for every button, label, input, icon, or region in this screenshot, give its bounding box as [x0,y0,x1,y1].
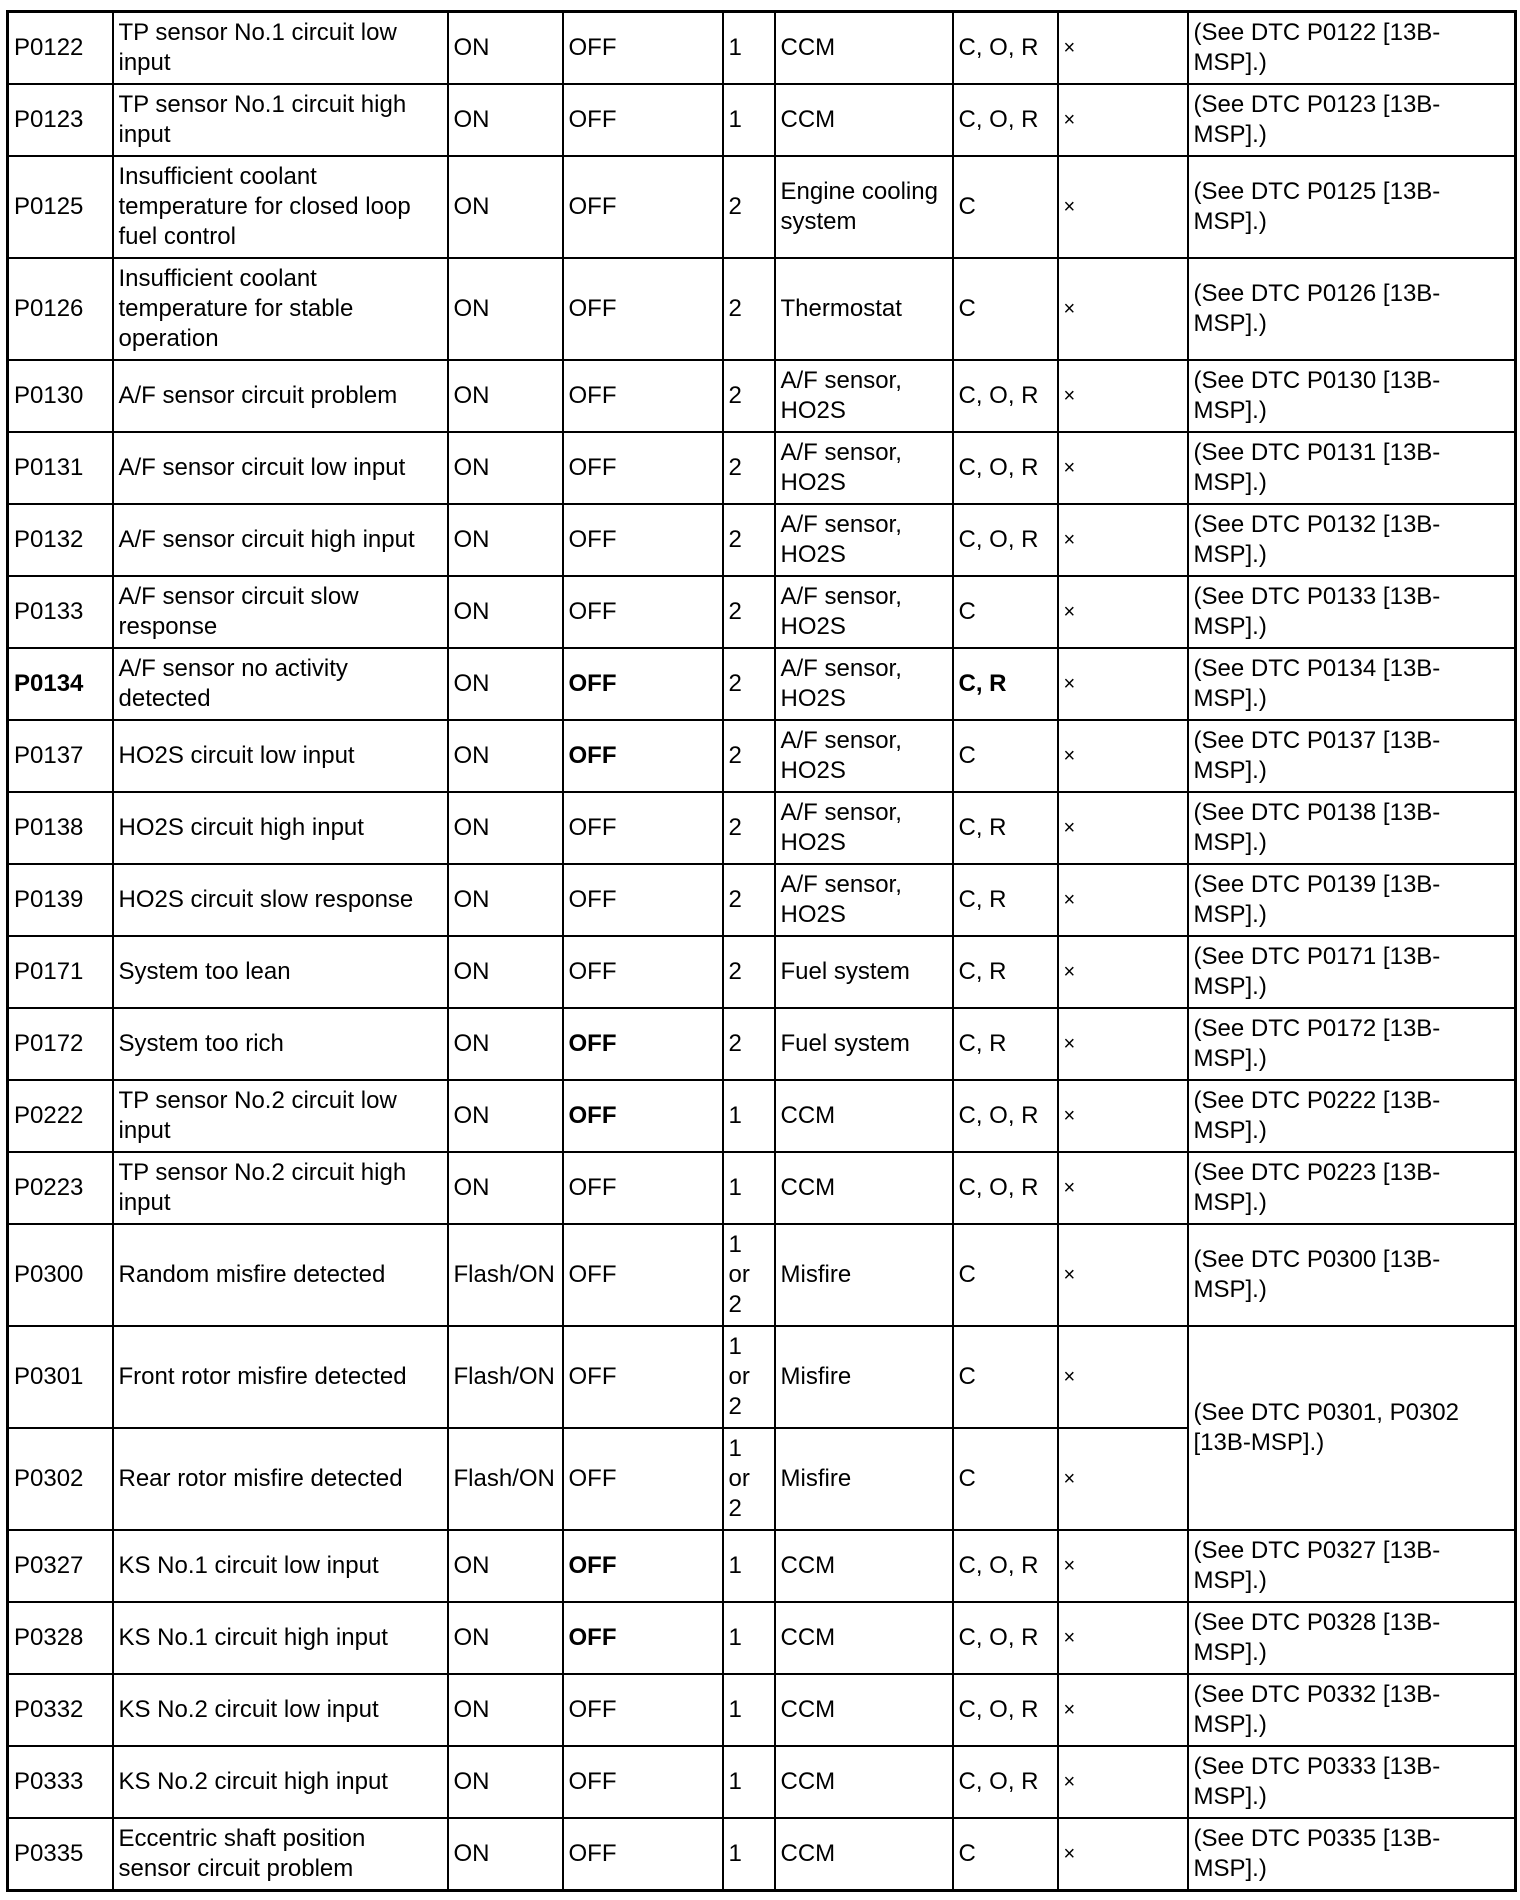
cell-monitor: A/F sensor, HO2S [775,360,953,432]
cell-reference: (See DTC P0126 [13B-MSP].) [1188,258,1516,360]
cell-self-test: × [1058,576,1188,648]
cell-condition: KS No.2 circuit high input [113,1746,448,1818]
cell-mil: ON [448,1008,563,1080]
cell-memory: C, O, R [953,84,1058,156]
cell-memory: C, R [953,864,1058,936]
cell-monitor: Thermostat [775,258,953,360]
cell-memory: C, R [953,648,1058,720]
cell-memory: C [953,576,1058,648]
cell-code: P0172 [8,1008,113,1080]
cell-condition: HO2S circuit high input [113,792,448,864]
cell-trip: 2 [723,792,775,864]
cell-self-test: × [1058,1530,1188,1602]
cell-code: P0125 [8,156,113,258]
cell-monitor: A/F sensor, HO2S [775,792,953,864]
cell-monitor: Misfire [775,1224,953,1326]
table-row [8,1746,1516,1818]
cell-condition: Rear rotor misfire detected [113,1428,448,1530]
cell-gen: OFF [563,576,723,648]
table-row [8,432,1516,504]
cell-self-test: × [1058,1674,1188,1746]
cell-gen: OFF [563,84,723,156]
cell-code: P0328 [8,1602,113,1674]
cell-mil: ON [448,84,563,156]
table-row [8,720,1516,792]
cell-reference: (See DTC P0300 [13B-MSP].) [1188,1224,1516,1326]
cell-trip: 2 [723,156,775,258]
cell-memory: C [953,1224,1058,1326]
cell-mil: ON [448,1080,563,1152]
cell-memory: C, O, R [953,1674,1058,1746]
cell-code: P0332 [8,1674,113,1746]
table-row [8,936,1516,1008]
cell-monitor: CCM [775,12,953,84]
cell-mil: ON [448,156,563,258]
cell-self-test: × [1058,84,1188,156]
cell-trip: 2 [723,936,775,1008]
table-row [8,258,1516,360]
cell-monitor: Misfire [775,1428,953,1530]
cell-self-test: × [1058,864,1188,936]
cell-condition: Front rotor misfire detected [113,1326,448,1428]
cell-monitor: A/F sensor, HO2S [775,864,953,936]
cell-trip: 1 or 2 [723,1428,775,1530]
cell-reference: (See DTC P0333 [13B-MSP].) [1188,1746,1516,1818]
cell-mil: ON [448,1818,563,1890]
cell-mil: ON [448,12,563,84]
cell-gen: OFF [563,1326,723,1428]
cell-trip: 2 [723,648,775,720]
cell-memory: C, R [953,792,1058,864]
cell-self-test: × [1058,720,1188,792]
cell-code: P0137 [8,720,113,792]
cell-reference: (See DTC P0301, P0302 [13B-MSP].) [1188,1326,1516,1530]
cell-reference: (See DTC P0327 [13B-MSP].) [1188,1530,1516,1602]
cell-trip: 2 [723,576,775,648]
cell-reference: (See DTC P0223 [13B-MSP].) [1188,1152,1516,1224]
table-row [8,1326,1516,1428]
cell-condition: Random misfire detected [113,1224,448,1326]
cell-mil: ON [448,576,563,648]
cell-self-test: × [1058,936,1188,1008]
cell-reference: (See DTC P0222 [13B-MSP].) [1188,1080,1516,1152]
cell-reference: (See DTC P0125 [13B-MSP].) [1188,156,1516,258]
cell-code: P0134 [8,648,113,720]
cell-mil: ON [448,720,563,792]
cell-memory: C [953,156,1058,258]
table-row [8,360,1516,432]
cell-mil: ON [448,936,563,1008]
table-row [8,504,1516,576]
cell-monitor: CCM [775,1746,953,1818]
cell-code: P0222 [8,1080,113,1152]
cell-self-test: × [1058,648,1188,720]
table-row [8,1080,1516,1152]
cell-trip: 2 [723,258,775,360]
cell-self-test: × [1058,504,1188,576]
cell-monitor: A/F sensor, HO2S [775,504,953,576]
cell-trip: 2 [723,1008,775,1080]
cell-reference: (See DTC P0134 [13B-MSP].) [1188,648,1516,720]
cell-trip: 1 [723,1818,775,1890]
cell-mil: ON [448,1530,563,1602]
cell-self-test: × [1058,1224,1188,1326]
cell-mil: ON [448,864,563,936]
cell-condition: Insufficient coolant temperature for closed loop fuel control [113,156,448,258]
cell-condition: A/F sensor no activity detected [113,648,448,720]
cell-memory: C, O, R [953,432,1058,504]
cell-reference: (See DTC P0139 [13B-MSP].) [1188,864,1516,936]
cell-memory: C [953,258,1058,360]
cell-monitor: A/F sensor, HO2S [775,720,953,792]
cell-code: P0333 [8,1746,113,1818]
cell-monitor: CCM [775,1080,953,1152]
cell-gen: OFF [563,360,723,432]
cell-condition: A/F sensor circuit low input [113,432,448,504]
cell-reference: (See DTC P0131 [13B-MSP].) [1188,432,1516,504]
cell-monitor: A/F sensor, HO2S [775,432,953,504]
cell-gen: OFF [563,1080,723,1152]
cell-monitor: CCM [775,1818,953,1890]
cell-memory: C, O, R [953,1530,1058,1602]
cell-trip: 1 [723,12,775,84]
cell-trip: 2 [723,432,775,504]
cell-reference: (See DTC P0132 [13B-MSP].) [1188,504,1516,576]
cell-self-test: × [1058,156,1188,258]
cell-gen: OFF [563,504,723,576]
cell-self-test: × [1058,1008,1188,1080]
cell-code: P0130 [8,360,113,432]
cell-code: P0123 [8,84,113,156]
cell-gen: OFF [563,1818,723,1890]
cell-code: P0223 [8,1152,113,1224]
cell-condition: TP sensor No.1 circuit low input [113,12,448,84]
cell-gen: OFF [563,12,723,84]
cell-gen: OFF [563,1224,723,1326]
cell-code: P0131 [8,432,113,504]
cell-gen: OFF [563,1746,723,1818]
cell-condition: KS No.1 circuit low input [113,1530,448,1602]
cell-trip: 2 [723,720,775,792]
cell-trip: 2 [723,360,775,432]
cell-mil: ON [448,1746,563,1818]
cell-reference: (See DTC P0335 [13B-MSP].) [1188,1818,1516,1890]
cell-condition: HO2S circuit low input [113,720,448,792]
cell-self-test: × [1058,1080,1188,1152]
cell-mil: ON [448,648,563,720]
cell-reference: (See DTC P0122 [13B-MSP].) [1188,12,1516,84]
cell-monitor: Fuel system [775,936,953,1008]
cell-monitor: CCM [775,1602,953,1674]
cell-code: P0327 [8,1530,113,1602]
cell-self-test: × [1058,1746,1188,1818]
cell-condition: System too lean [113,936,448,1008]
cell-condition: KS No.2 circuit low input [113,1674,448,1746]
cell-memory: C, R [953,1008,1058,1080]
table-row [8,648,1516,720]
cell-monitor: A/F sensor, HO2S [775,648,953,720]
cell-condition: A/F sensor circuit high input [113,504,448,576]
cell-memory: C, R [953,936,1058,1008]
cell-memory: C, O, R [953,1746,1058,1818]
table-row [8,12,1516,84]
cell-condition: HO2S circuit slow response [113,864,448,936]
cell-reference: (See DTC P0328 [13B-MSP].) [1188,1602,1516,1674]
cell-reference: (See DTC P0130 [13B-MSP].) [1188,360,1516,432]
cell-memory: C, O, R [953,12,1058,84]
cell-reference: (See DTC P0137 [13B-MSP].) [1188,720,1516,792]
table-row [8,1224,1516,1326]
cell-code: P0301 [8,1326,113,1428]
cell-self-test: × [1058,1602,1188,1674]
cell-memory: C [953,720,1058,792]
cell-trip: 2 [723,504,775,576]
cell-code: P0126 [8,258,113,360]
cell-trip: 1 [723,1602,775,1674]
table-row [8,864,1516,936]
cell-mil: Flash/ON [448,1224,563,1326]
cell-gen: OFF [563,432,723,504]
cell-condition: A/F sensor circuit problem [113,360,448,432]
cell-self-test: × [1058,12,1188,84]
cell-trip: 1 [723,1530,775,1602]
cell-gen: OFF [563,648,723,720]
cell-memory: C [953,1326,1058,1428]
cell-self-test: × [1058,1152,1188,1224]
cell-condition: TP sensor No.1 circuit high input [113,84,448,156]
table-row [8,156,1516,258]
cell-self-test: × [1058,258,1188,360]
cell-code: P0132 [8,504,113,576]
cell-reference: (See DTC P0123 [13B-MSP].) [1188,84,1516,156]
cell-trip: 1 [723,1152,775,1224]
cell-reference: (See DTC P0133 [13B-MSP].) [1188,576,1516,648]
cell-memory: C, O, R [953,504,1058,576]
table-row [8,1530,1516,1602]
cell-gen: OFF [563,720,723,792]
cell-mil: ON [448,504,563,576]
cell-code: P0302 [8,1428,113,1530]
cell-code: P0138 [8,792,113,864]
cell-mil: ON [448,1674,563,1746]
cell-trip: 1 or 2 [723,1326,775,1428]
cell-mil: Flash/ON [448,1326,563,1428]
cell-mil: ON [448,360,563,432]
cell-memory: C [953,1818,1058,1890]
cell-monitor: Fuel system [775,1008,953,1080]
cell-gen: OFF [563,1602,723,1674]
cell-gen: OFF [563,1674,723,1746]
cell-trip: 1 [723,1080,775,1152]
cell-trip: 1 [723,1674,775,1746]
table-row [8,1152,1516,1224]
cell-gen: OFF [563,258,723,360]
cell-code: P0300 [8,1224,113,1326]
cell-monitor: CCM [775,84,953,156]
cell-gen: OFF [563,1530,723,1602]
cell-monitor: CCM [775,1530,953,1602]
table-row [8,1818,1516,1890]
cell-memory: C [953,1428,1058,1530]
cell-memory: C, O, R [953,360,1058,432]
cell-condition: Eccentric shaft position sensor circuit problem [113,1818,448,1890]
cell-code: P0133 [8,576,113,648]
cell-mil: ON [448,1152,563,1224]
cell-monitor: Engine cooling system [775,156,953,258]
cell-memory: C, O, R [953,1152,1058,1224]
cell-reference: (See DTC P0172 [13B-MSP].) [1188,1008,1516,1080]
table-row [8,576,1516,648]
table-row [8,1674,1516,1746]
cell-monitor: Misfire [775,1326,953,1428]
table-row [8,84,1516,156]
cell-mil: ON [448,258,563,360]
table-row [8,1008,1516,1080]
cell-code: P0122 [8,12,113,84]
cell-monitor: A/F sensor, HO2S [775,576,953,648]
cell-condition: KS No.1 circuit high input [113,1602,448,1674]
cell-self-test: × [1058,792,1188,864]
cell-self-test: × [1058,1326,1188,1428]
cell-gen: OFF [563,1428,723,1530]
cell-reference: (See DTC P0171 [13B-MSP].) [1188,936,1516,1008]
cell-reference: (See DTC P0138 [13B-MSP].) [1188,792,1516,864]
cell-memory: C, O, R [953,1602,1058,1674]
cell-condition: A/F sensor circuit slow response [113,576,448,648]
cell-self-test: × [1058,1818,1188,1890]
cell-mil: ON [448,432,563,504]
cell-self-test: × [1058,1428,1188,1530]
dtc-table [6,10,1517,1892]
cell-trip: 1 [723,1746,775,1818]
cell-trip: 2 [723,864,775,936]
cell-mil: Flash/ON [448,1428,563,1530]
cell-condition: Insufficient coolant temperature for stable operation [113,258,448,360]
cell-mil: ON [448,792,563,864]
table-row [8,1602,1516,1674]
cell-monitor: CCM [775,1674,953,1746]
cell-gen: OFF [563,1152,723,1224]
cell-reference: (See DTC P0332 [13B-MSP].) [1188,1674,1516,1746]
cell-code: P0139 [8,864,113,936]
cell-gen: OFF [563,792,723,864]
cell-memory: C, O, R [953,1080,1058,1152]
cell-gen: OFF [563,864,723,936]
cell-trip: 1 [723,84,775,156]
cell-self-test: × [1058,432,1188,504]
cell-self-test: × [1058,360,1188,432]
table-row [8,792,1516,864]
cell-gen: OFF [563,936,723,1008]
cell-condition: System too rich [113,1008,448,1080]
cell-code: P0171 [8,936,113,1008]
cell-condition: TP sensor No.2 circuit high input [113,1152,448,1224]
cell-mil: ON [448,1602,563,1674]
cell-monitor: CCM [775,1152,953,1224]
cell-gen: OFF [563,156,723,258]
cell-trip: 1 or 2 [723,1224,775,1326]
cell-gen: OFF [563,1008,723,1080]
cell-condition: TP sensor No.2 circuit low input [113,1080,448,1152]
cell-code: P0335 [8,1818,113,1890]
